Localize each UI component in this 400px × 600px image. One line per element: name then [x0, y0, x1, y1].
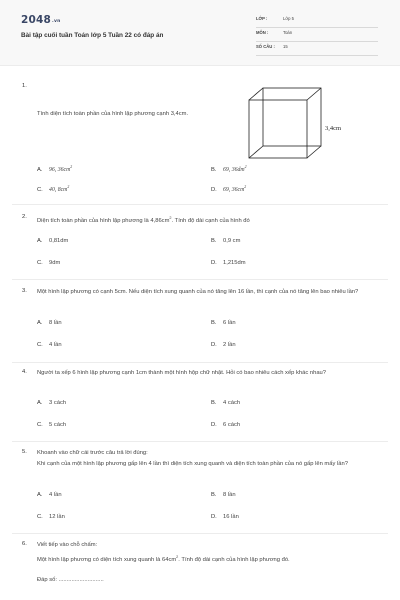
- logo-suffix: .vn: [52, 19, 61, 24]
- q2-text-after: . Tính độ dài cạnh của hình đó: [171, 217, 250, 224]
- option-letter: B.: [211, 166, 217, 173]
- option-letter: C.: [37, 186, 43, 193]
- option-value: 4 cách: [223, 400, 241, 406]
- q2-option-c[interactable]: [37, 260, 60, 266]
- option-letter: C.: [37, 514, 43, 520]
- q3-option-d[interactable]: [211, 342, 236, 348]
- q1-option-b[interactable]: [211, 165, 247, 173]
- option-unit: cm: [63, 166, 71, 173]
- q2-text-before: Diện tích toàn phần của hình lập phương là 4,86cm: [37, 217, 170, 224]
- option-value: 6 lần: [223, 320, 236, 326]
- option-value: 0,9 cm: [223, 238, 241, 244]
- q5-option-c[interactable]: [37, 514, 65, 520]
- question-1-number: 1.: [22, 83, 27, 89]
- question-4-text: Người ta xếp 6 hình lập phương cạnh 1cm thành một hình hộp chữ nhật. Hỏi có bao nhiêu cách xếp khác nhau?: [37, 370, 326, 376]
- option-letter: D.: [211, 342, 217, 348]
- question-6-text: [37, 553, 382, 565]
- question-2-number: 2.: [22, 214, 27, 220]
- option-value: 69, 36: [223, 166, 238, 173]
- option-value: 16 lần: [223, 514, 239, 520]
- option-value: 8 lần: [223, 492, 236, 498]
- option-value: 4 lần: [49, 342, 62, 348]
- meta-key-count: SỐ CÂU :: [256, 44, 275, 49]
- q5-option-d[interactable]: [211, 514, 239, 520]
- option-letter: B.: [211, 320, 217, 326]
- q2-text-exp: 2: [169, 216, 172, 220]
- option-letter: A.: [37, 400, 43, 406]
- cube-edge-label: 3,4cm: [325, 125, 342, 132]
- meta-row-class: [256, 14, 378, 28]
- option-value: 40, 8: [49, 186, 61, 193]
- q3-option-c[interactable]: [37, 342, 62, 348]
- option-unit: cm: [60, 186, 68, 193]
- question-divider: [12, 441, 388, 442]
- site-logo[interactable]: [21, 14, 60, 26]
- question-2-text: [37, 214, 382, 226]
- option-exp: 2: [67, 185, 70, 189]
- question-divider: [12, 533, 388, 534]
- option-letter: B.: [211, 492, 217, 498]
- q6-text-exp: 2: [176, 555, 179, 559]
- meta-key-class: LỚP :: [256, 16, 268, 21]
- q4-option-a[interactable]: [37, 400, 66, 406]
- question-3-text: Một hình lập phương có cạnh 5cm. Nếu diện tích xung quanh của nó tăng lên 16 lần, thì cạnh của nó tăng lên bao nhiêu lần?: [37, 289, 359, 295]
- question-1-text: Tính diện tích toàn phần của hình lập phương cạnh 3,4cm.: [37, 111, 189, 117]
- option-letter: C.: [37, 342, 43, 348]
- question-divider: [12, 362, 388, 363]
- option-value: 4 lần: [49, 492, 62, 498]
- option-letter: A.: [37, 166, 43, 173]
- option-exp: 2: [70, 165, 73, 169]
- q3-option-a[interactable]: [37, 320, 62, 326]
- q2-option-b[interactable]: [211, 238, 240, 244]
- question-3-number: 3.: [22, 288, 27, 294]
- option-value: 9dm: [49, 260, 61, 266]
- q2-option-a[interactable]: [37, 238, 68, 244]
- option-value: 6 cách: [223, 422, 241, 428]
- option-value: 1,215dm: [223, 260, 246, 266]
- question-6-number: 6.: [22, 541, 27, 547]
- cube-figure: [247, 86, 325, 164]
- meta-row-count: [256, 42, 378, 56]
- question-5-text: Khi cạnh của một hình lập phương gấp lên 4 lần thì diện tích xung quanh và diện tích toàn phần của nó gấp lên mấy lần?: [37, 461, 348, 467]
- option-exp: 2: [244, 185, 247, 189]
- question-divider: [12, 279, 388, 280]
- option-value: 0,81dm: [49, 238, 69, 244]
- option-letter: D.: [211, 260, 217, 266]
- option-value: 8 lần: [49, 320, 62, 326]
- option-letter: A.: [37, 238, 43, 244]
- option-letter: C.: [37, 260, 43, 266]
- q6-text-before: Một hình lập phương có diện tích xung quanh là 64cm: [37, 556, 177, 563]
- question-5-instruction: Khoanh vào chữ cái trước câu trả lời đúng:: [37, 450, 148, 456]
- option-letter: D.: [211, 422, 217, 428]
- option-unit: dm: [237, 166, 245, 173]
- question-4-number: 4.: [22, 369, 27, 375]
- meta-value-count: 15: [283, 44, 288, 49]
- option-value: 96, 36: [49, 166, 64, 173]
- q5-option-a[interactable]: [37, 492, 62, 498]
- q3-option-b[interactable]: [211, 320, 236, 326]
- option-value: 69, 36: [223, 186, 238, 193]
- option-letter: B.: [211, 238, 217, 244]
- question-divider: [12, 204, 388, 205]
- option-value: 2 lần: [223, 342, 236, 348]
- q1-option-a[interactable]: [37, 165, 72, 173]
- option-exp: 2: [244, 165, 247, 169]
- q5-option-b[interactable]: [211, 492, 236, 498]
- q4-option-d[interactable]: [211, 422, 240, 428]
- question-5-number: 5.: [22, 449, 27, 455]
- option-value: 3 cách: [49, 400, 67, 406]
- meta-row-subject: [256, 28, 378, 42]
- option-letter: A.: [37, 492, 43, 498]
- option-letter: A.: [37, 320, 43, 326]
- option-value: 12 lần: [49, 514, 65, 520]
- page-header: [0, 0, 400, 66]
- question-6-answer-line[interactable]: Đáp số: ............................: [37, 577, 104, 583]
- option-unit: cm: [237, 186, 245, 193]
- q2-option-d[interactable]: [211, 260, 246, 266]
- option-letter: D.: [211, 514, 217, 520]
- question-6-instruction: Viết tiếp vào chỗ chấm:: [37, 542, 98, 548]
- q1-option-c[interactable]: [37, 185, 69, 193]
- q4-option-b[interactable]: [211, 400, 240, 406]
- option-letter: C.: [37, 422, 43, 428]
- option-letter: B.: [211, 400, 217, 406]
- q4-option-c[interactable]: [37, 422, 66, 428]
- q6-text-after: . Tính độ dài cạnh của hình lập phương đó.: [178, 556, 290, 563]
- q1-option-d[interactable]: [211, 185, 246, 193]
- meta-key-subject: MÔN :: [256, 30, 269, 35]
- option-letter: D.: [211, 186, 217, 193]
- meta-value-subject: Toán: [283, 30, 293, 35]
- option-value: 5 cách: [49, 422, 67, 428]
- page-title: Bài tập cuối tuần Toán lớp 5 Tuần 22 có đáp án: [21, 32, 164, 39]
- meta-value-class: Lớp 5: [283, 16, 294, 21]
- logo-text: 2048: [21, 14, 52, 26]
